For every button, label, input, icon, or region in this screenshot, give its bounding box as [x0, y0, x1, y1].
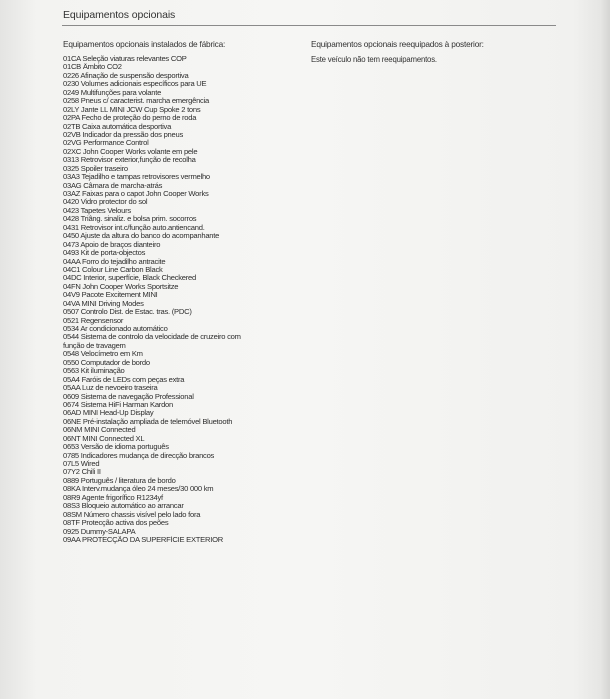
option-item: 0473 Apoio de braços dianteiro [63, 240, 161, 249]
retrofit-options-column [311, 39, 561, 65]
option-item: 0548 Velocímetro em Km [63, 350, 143, 359]
option-item: 01CA Seleção viaturas relevantes COP [63, 55, 187, 63]
option-item: 0544 Sistema de controlo da velocidade de cruzeiro com [63, 333, 241, 342]
option-item: 07Y2 Chili II [63, 468, 101, 477]
option-item: 0450 Ajuste da altura do banco do acompanhante [63, 232, 220, 241]
option-item: função de travagem [63, 341, 126, 350]
retrofit-note: Este veículo não tem reequipamentos. [311, 55, 437, 64]
option-item: 03AZ Faixas para o capot John Cooper Works [63, 190, 209, 198]
option-item: 01CB Âmbito CO2 [63, 63, 122, 72]
factory-options-heading: Equipamentos opcionais instalados de fábrica: [63, 39, 226, 49]
option-item: 04V9 Pacote Excitement MINI [63, 291, 158, 300]
option-item: 0550 Computador de bordo [63, 358, 150, 367]
option-item: 0313 Retrovisor exterior,função de recolha [63, 156, 196, 165]
option-item: 0249 Multifunções para volante [63, 88, 162, 97]
option-item: 02VB Indicador da pressão dos pneus [63, 130, 184, 139]
factory-options-column [63, 39, 303, 544]
option-item: 08KA Interv.mudança óleo 24 meses/30 000 km [63, 485, 214, 494]
option-item: 08SM Número chassis visível pelo lado fora [63, 510, 201, 519]
option-item: 02LY Jante LL MINI JCW Cup Spoke 2 tons [63, 105, 201, 114]
option-item: 0785 Indicadores mudança de direcção brancos [63, 451, 215, 460]
option-item: 06NT MINI Connected XL [63, 434, 145, 443]
option-item: 02XC John Cooper Works volante em pele [63, 147, 198, 156]
option-item: 05AA Luz de nevoeiro traseira [63, 384, 158, 393]
option-item: 08TF Protecção activa dos peões [63, 519, 169, 528]
page-edge-shadow [600, 0, 610, 699]
option-item: 0674 Sistema HiFi Harman Kardon [63, 400, 174, 409]
option-item: 0609 Sistema de navegação Professional [63, 392, 194, 401]
option-item: 04FN John Cooper Works Sportsitze [63, 282, 179, 291]
option-item: 06NM MINI Connected [63, 426, 136, 435]
factory-options-list [63, 55, 303, 544]
option-item: 09AA PROTECÇÃO DA SUPERFÍCIE EXTERIOR [63, 535, 223, 544]
option-item: 0325 Spoiler traseiro [63, 164, 128, 173]
title-divider [62, 25, 556, 26]
option-item: 08S3 Bloqueio automático ao arrancar [63, 502, 184, 511]
option-item: 0230 Volumes adicionais específicos para UE [63, 80, 207, 89]
option-item: 07L5 Wired [63, 460, 100, 468]
option-item: 03A3 Tejadilho e tampas retrovisores vermelho [63, 173, 210, 182]
option-item: 0226 Afinação de suspensão desportiva [63, 71, 189, 80]
option-item: 04DC Interior, superfície, Black Checkered [63, 274, 197, 283]
option-item: 0423 Tapetes Velours [63, 206, 131, 215]
option-item: 0258 Pneus c/ caracterist. marcha emergência [63, 97, 210, 106]
option-item: 04C1 Colour Line Carbon Black [63, 265, 163, 274]
page-title: Equipamentos opcionais [63, 9, 176, 21]
option-item: 0431 Retrovisor int.c/função auto.antiencand. [63, 223, 205, 232]
option-item: 0521 Regensensor [63, 316, 124, 325]
option-item: 0563 Kit iluminação [63, 367, 125, 376]
option-item: 06NE Pré-instalação ampliada de telemóvel Bluetooth [63, 417, 233, 426]
option-item: 03AG Câmara de marcha-atrás [63, 181, 163, 190]
option-item: 0925 Dummy-SALAPA [63, 527, 136, 536]
option-item: 04VA MINI Driving Modes [63, 299, 144, 308]
option-item: 02VG Performance Control [63, 139, 149, 148]
option-item: 0507 Controlo Dist. de Estac. tras. (PDC) [63, 308, 192, 317]
option-item: 02TB Caixa automática desportiva [63, 122, 172, 131]
option-item: 08R9 Agente frigorífico R1234yf [63, 493, 163, 502]
option-item: 05A4 Faróis de LEDs com peças extra [63, 375, 185, 384]
option-item: 0493 Kit de porta-objectos [63, 249, 146, 258]
option-item: 0653 Versão de idioma português [63, 443, 169, 452]
option-item: 0420 Vidro protector do sol [63, 198, 148, 207]
option-item: 02PA Fecho de proteção do perno de roda [63, 114, 197, 123]
option-item: 0428 Triâng. sinaliz. e bolsa prim. socorros [63, 215, 197, 224]
option-item: 04AA Forro do tejadilho antracite [63, 257, 166, 266]
retrofit-options-heading: Equipamentos opcionais reequipados à posterior: [311, 39, 484, 49]
option-item: 0889 Português / literatura de bordo [63, 476, 176, 485]
option-item: 0534 Ar condicionado automático [63, 325, 168, 333]
option-item: 06AD MINI Head-Up Display [63, 409, 154, 418]
